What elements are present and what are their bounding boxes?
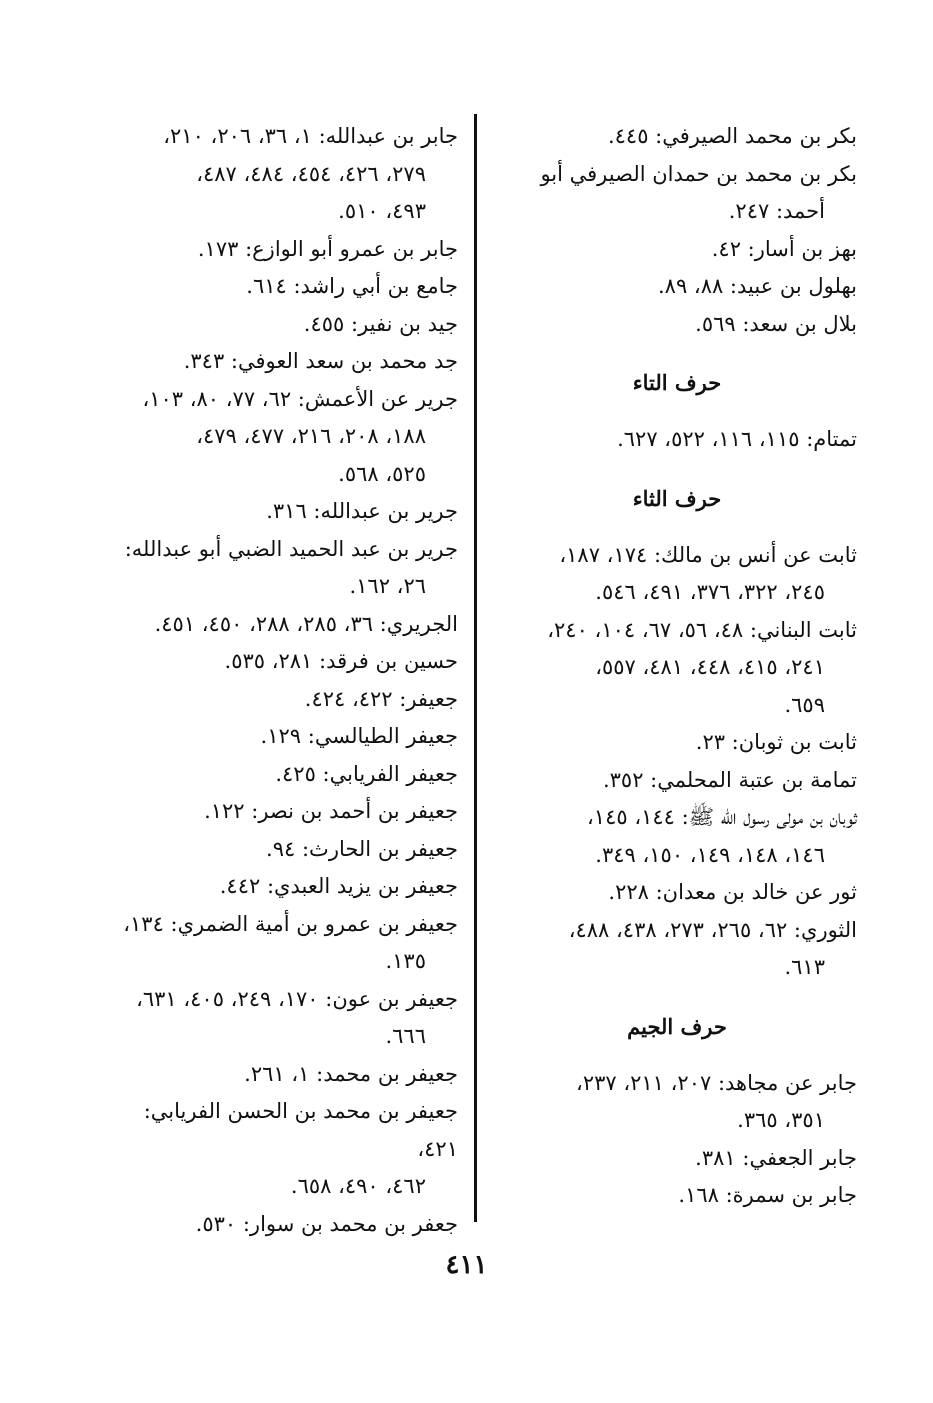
entry-line: جعيفر بن محمد: ١، ٢٦١.	[244, 1061, 458, 1086]
index-entry	[497, 612, 857, 725]
section-heading: حرف الثاء	[632, 485, 722, 511]
index-entry	[104, 118, 458, 231]
index-entry	[104, 868, 458, 906]
entry-line: جعفر بن محمد بن سوار: ٥٣٠.	[195, 1211, 458, 1236]
entry-line: جامع بن أبي راشد: ٦١٤.	[246, 274, 458, 298]
entry-line: الثوري: ٦٢، ٢٦٥، ٢٧٣، ٤٣٨، ٤٨٨،	[568, 917, 857, 942]
entry-continuation-line: ٤٦٢، ٤٩٠، ٦٥٨.	[290, 1174, 426, 1198]
index-entry	[104, 756, 458, 794]
index-entry	[497, 268, 857, 306]
entry-continuation-line: ٣٥١، ٣٦٥.	[737, 1108, 825, 1132]
index-entry	[104, 306, 458, 344]
entry-line: جابر بن عمرو أبو الوازع: ١٧٣.	[197, 236, 458, 261]
entry-line: جعيفر الفريابي: ٤٢٥.	[275, 761, 458, 786]
entry-line: حسين بن فرقد: ٢٨١، ٥٣٥.	[224, 649, 458, 673]
entry-line: جعيفر: ٤٢٢، ٤٢٤.	[304, 686, 458, 711]
entry-line: ثابت البناني: ٤٨، ٥٦، ٦٧، ١٠٤، ٢٤٠،	[547, 617, 857, 642]
entry-continuation-line: ٢٤٥، ٣٢٢، ٣٧٦، ٤٩١، ٥٤٦.	[595, 580, 825, 604]
index-entry	[497, 1065, 857, 1140]
entry-continuation-line: ٦٦٦.	[385, 1024, 426, 1048]
index-entry	[104, 906, 458, 981]
entry-continuation-line: ٦٥٩.	[784, 692, 825, 717]
index-entry	[104, 681, 458, 719]
entry-line: الجريري: ٣٦، ٢٨٥، ٢٨٨، ٤٥٠، ٤٥١.	[154, 611, 458, 636]
entry-line: جعيفر بن أحمد بن نصر: ١٢٢.	[204, 799, 458, 823]
entry-continuation-line: ١٨٨، ٢٠٨، ٢١٦، ٤٧٧، ٤٧٩،	[196, 424, 426, 448]
index-entry	[104, 268, 458, 306]
entry-line: تمتام: ١١٥، ١١٦، ٥٢٢، ٦٢٧.	[617, 427, 857, 451]
index-entry	[497, 762, 857, 800]
index-entry	[104, 1056, 458, 1094]
index-entry	[104, 643, 458, 681]
index-entry	[104, 493, 458, 531]
index-entry	[497, 1140, 857, 1178]
entry-line: بكر بن محمد بن حمدان الصيرفي أبو	[540, 161, 857, 186]
page-number: ٤١١	[445, 1250, 488, 1280]
index-entry	[104, 831, 458, 869]
entry-continuation-line: ٢٦، ١٦٢.	[349, 574, 426, 598]
index-entry	[497, 231, 857, 269]
entry-line: جابر بن سمرة: ١٦٨.	[678, 1183, 857, 1207]
index-entry	[497, 1177, 857, 1215]
entry-line: جعيفر الطيالسي: ١٢٩.	[260, 724, 458, 748]
section-heading: حرف الجيم	[627, 1013, 727, 1039]
index-entry	[104, 793, 458, 831]
entry-line: بهز بن أسار: ٤٢.	[711, 236, 857, 261]
entry-line: تمامة بن عتبة المحلمي: ٣٥٢.	[602, 767, 857, 792]
index-entry	[104, 606, 458, 644]
entry-line: جعيفر بن يزيد العبدي: ٤٤٢.	[219, 874, 458, 898]
index-entry	[497, 156, 857, 231]
entry-continuation-line: ١٣٥.	[385, 949, 426, 973]
index-entry	[497, 421, 857, 459]
entry-line: جيد بن نفير: ٤٥٥.	[303, 311, 458, 336]
right-column	[497, 118, 857, 1215]
entry-continuation-line: ٤٩٣، ٥١٠.	[338, 199, 426, 223]
entry-line: جعيفر بن الحارث: ٩٤.	[266, 836, 458, 861]
entry-continuation-line: ١٤٦، ١٤٨، ١٤٩، ١٥٠، ٣٤٩.	[595, 842, 825, 867]
entry-line: ثابت بن ثوبان: ٢٣.	[695, 730, 857, 754]
index-entry	[497, 118, 857, 156]
entry-line: جعيفر بن عون: ١٧٠، ٢٤٩، ٤٠٥، ٦٣١،	[136, 986, 458, 1011]
index-entry	[104, 381, 458, 494]
index-entry	[104, 1206, 458, 1244]
entry-line: جابر الجعفي: ٣٨١.	[695, 1145, 857, 1170]
entry-line: جابر عن مجاهد: ٢٠٧، ٢١١، ٢٣٧،	[576, 1070, 857, 1095]
entry-line: جرير بن عبدالله: ٣١٦.	[266, 499, 458, 523]
entry-continuation-line: ٦١٣.	[784, 955, 825, 979]
entry-line: ثور عن خالد بن معدان: ٢٢٨.	[608, 880, 857, 904]
entry-line: جد محمد بن سعد العوفي: ٣٤٣.	[183, 349, 458, 373]
index-entry	[104, 231, 458, 269]
index-entry	[104, 343, 458, 381]
index-entry	[104, 981, 458, 1056]
entry-line: جابر بن عبدالله: ١، ٣٦، ٢٠٦، ٢١٠،	[163, 124, 458, 148]
entry-continuation-line: أحمد: ٢٤٧.	[728, 199, 825, 223]
entry-line: ثوبان بن مولى رسول الله ﷺ: ١٤٤، ١٤٥،	[587, 805, 857, 829]
section-heading: حرف التاء	[632, 370, 722, 395]
column-divider	[474, 114, 477, 1222]
index-entry	[497, 874, 857, 912]
entry-line: جعيفر بن محمد بن الحسن الفريابي: ٤٢١،	[143, 1099, 458, 1161]
entry-line: جعيفر بن عمرو بن أمية الضمري: ١٣٤،	[123, 911, 458, 936]
entry-continuation-line: ٢٧٩، ٤٢٦، ٤٥٤، ٤٨٤، ٤٨٧،	[196, 161, 426, 186]
entry-continuation-line: ٥٢٥، ٥٦٨.	[338, 461, 426, 486]
index-entry	[104, 1093, 458, 1206]
index-entry	[104, 531, 458, 606]
entry-line: بلال بن سعد: ٥٦٩.	[695, 311, 857, 336]
entry-line: بهلول بن عبيد: ٨٨، ٨٩.	[657, 274, 857, 298]
index-entry	[497, 799, 857, 874]
entry-line: جرير بن عبد الحميد الضبي أبو عبدالله:	[124, 536, 458, 561]
entry-line: ثابت عن أنس بن مالك: ١٧٤، ١٨٧،	[559, 542, 857, 567]
index-entry	[104, 718, 458, 756]
index-entry	[497, 537, 857, 612]
entry-line: جرير عن الأعمش: ٦٢، ٧٧، ٨٠، ١٠٣،	[142, 386, 458, 411]
index-entry	[497, 912, 857, 987]
index-entry	[497, 724, 857, 762]
entry-line: بكر بن محمد الصيرفي: ٤٤٥.	[607, 124, 857, 148]
left-column	[104, 118, 458, 1243]
entry-continuation-line: ٢٤١، ٤١٥، ٤٤٨، ٤٨١، ٥٥٧،	[595, 655, 825, 679]
index-entry	[497, 306, 857, 344]
